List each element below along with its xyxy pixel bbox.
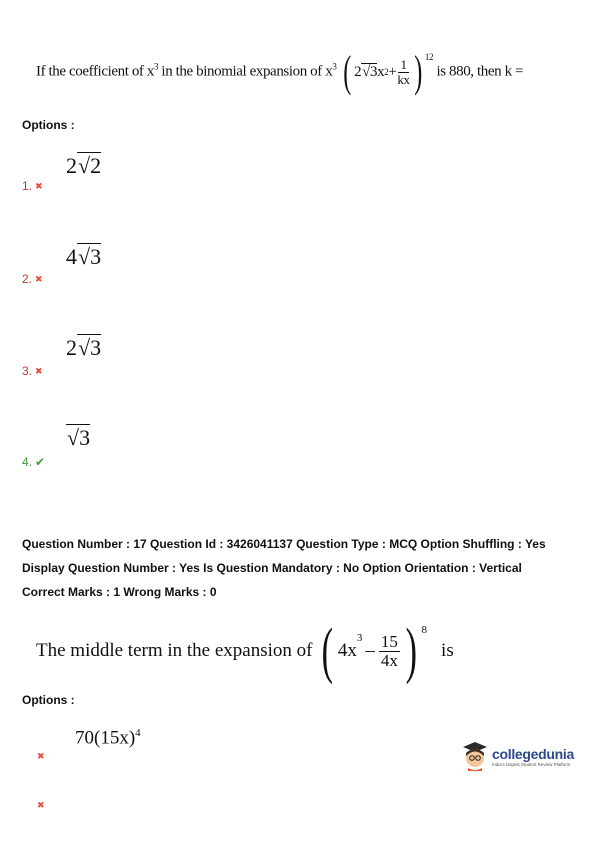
option-1-expr (66, 153, 101, 179)
opt3-number: 3. (22, 364, 33, 378)
q2-outer-exp: 8 (421, 624, 428, 636)
q1-fraction (397, 58, 409, 86)
meta-line-3: Correct Marks : 1 Wrong Marks : 0 (22, 585, 217, 599)
logo-mascot-icon (462, 741, 488, 771)
opt1-sqrt: √2 (78, 153, 102, 178)
q2-minus: – (365, 640, 375, 661)
option-3-marker (22, 364, 43, 378)
logo-tagline: India's largest Student Review Platform (492, 761, 571, 767)
opt2-1-expr: 70(15x) (75, 727, 136, 749)
option-2-1-expr (75, 727, 141, 749)
options-label: Options : (22, 118, 75, 132)
checkmark-icon: ✔ (35, 455, 46, 469)
opt2-sqrt: √3 (78, 244, 102, 269)
right-paren: ) (413, 47, 422, 96)
meta-line-2: Display Question Number : Yes Is Question Mandatory : No Option Orientation : Vertical (22, 561, 522, 575)
q2-term1: 4x (337, 640, 357, 661)
logo-name: collegedunia (492, 745, 574, 762)
opt3-sqrt: √3 (78, 335, 102, 360)
q1-frac-den: kx (397, 71, 410, 87)
cross-icon: ✖ (37, 800, 45, 810)
q1-exp: 3 (153, 61, 159, 72)
q1-inner-coef: 2 (354, 63, 362, 80)
q1-text-after: is 880, then k = (436, 63, 524, 80)
q1-outer-exp: 12 (424, 52, 434, 62)
question-meta (22, 532, 546, 604)
q1-inner-rad: 3 (370, 64, 378, 80)
cross-icon: ✖ (35, 273, 43, 284)
question-1-text (36, 47, 524, 96)
opt3-coef: 2 (66, 335, 77, 360)
q1-binomial (340, 47, 434, 96)
cross-icon: ✖ (35, 365, 43, 376)
q1-text-before: If the coefficient of x (36, 63, 154, 80)
collegedunia-logo (462, 741, 574, 771)
q1-text-mid: in the binomial expansion of x (158, 63, 333, 80)
option-2-marker (22, 272, 43, 286)
opt1-rad: 2 (90, 153, 102, 178)
q1-inner-x: x (377, 63, 385, 80)
right-paren: ) (405, 617, 417, 685)
option-4-marker (22, 455, 45, 469)
opt2-rad: 3 (90, 244, 102, 269)
opt2-number: 2. (22, 272, 33, 286)
q1-frac-num: 1 (400, 56, 407, 72)
left-paren: ( (321, 617, 334, 685)
option-1-marker (22, 179, 43, 193)
q2-fraction (379, 633, 400, 670)
left-paren: ( (343, 47, 351, 96)
meta-line-1: Question Number : 17 Question Id : 3426041137 Question Type : MCQ Option Shuffling : Yes (22, 537, 546, 551)
q2-term1-exp: 3 (356, 632, 363, 644)
options-label-2: Options : (22, 693, 75, 707)
cross-icon: ✖ (35, 180, 43, 191)
opt2-coef: 4 (66, 244, 77, 269)
opt1-number: 1. (22, 179, 33, 193)
q2-frac-den: 4x (380, 650, 398, 670)
opt4-sqrt: √3 (67, 425, 91, 450)
opt3-rad: 3 (90, 335, 102, 360)
opt2-1-exp: 4 (135, 727, 141, 739)
q2-text-before: The middle term in the expansion of (36, 640, 318, 661)
option-3-expr (66, 335, 101, 361)
q1-inner-exp: 2 (384, 67, 389, 77)
cross-icon: ✖ (37, 751, 45, 761)
opt4-rad: 3 (79, 425, 91, 450)
q2-frac-num: 15 (380, 631, 398, 651)
logo-text (492, 746, 574, 767)
question-2-text (36, 617, 454, 685)
option-4-expr (66, 425, 90, 451)
q1-x-exp: 3 (332, 61, 337, 72)
q1-plus: + (388, 63, 397, 80)
option-2-expr (66, 244, 101, 270)
q1-sqrt: √3 (362, 64, 378, 80)
opt4-number: 4. (22, 455, 33, 469)
opt1-coef: 2 (66, 153, 77, 178)
q2-text-after: is (441, 640, 454, 661)
